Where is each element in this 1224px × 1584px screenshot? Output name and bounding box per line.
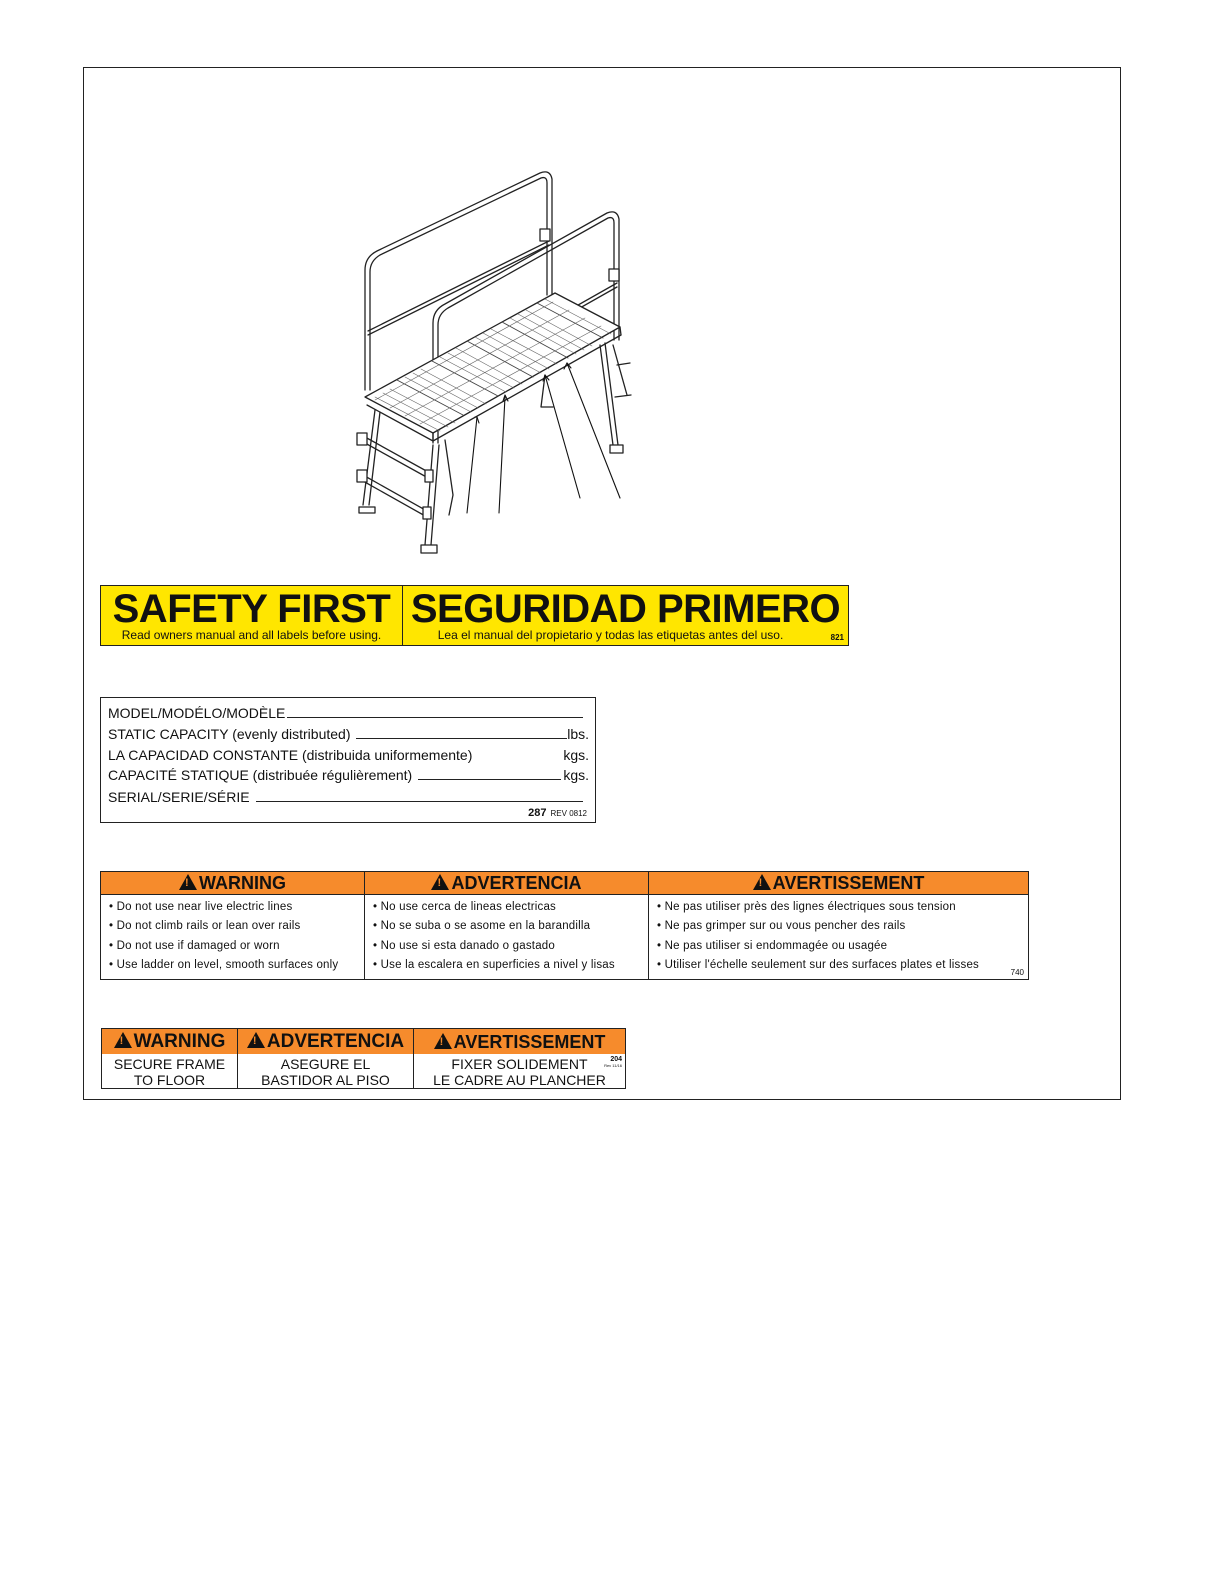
capacite-row: [108, 765, 589, 783]
seguridad-primero-title: SEGURIDAD PRIMERO: [410, 587, 841, 631]
list-item: • No se suba o se asome en la barandilla: [373, 920, 591, 933]
warning-triangle-icon: [247, 1032, 265, 1048]
capacidad-unit: kgs.: [563, 747, 589, 763]
warning-header: !WARNING: [101, 872, 364, 895]
safety-spanish: [403, 586, 848, 645]
secure-frame-label: [101, 1028, 626, 1089]
warning-triangle-icon: [434, 1033, 452, 1049]
warning-triangle-icon: [753, 874, 771, 890]
capacite-unit: kgs.: [563, 767, 589, 783]
frame-label-code: 204 Rev 11/16: [604, 1056, 622, 1068]
list-item: • Ne pas grimper sur ou vous pencher des rails: [657, 920, 906, 933]
avertissement-header: !AVERTISSEMENT: [649, 872, 1028, 895]
frame-warning-text: SECURE FRAME TO FLOOR: [113, 1056, 226, 1088]
model-label-code: 287 REV 0812: [528, 807, 587, 819]
frame-column-english: [102, 1029, 237, 1088]
warning-column-french: [648, 872, 1028, 979]
frame-column-spanish: [237, 1029, 413, 1088]
list-item: • Use ladder on level, smooth surfaces only: [109, 958, 339, 971]
frame-advertencia-text: ASEGURE EL BASTIDOR AL PISO: [261, 1056, 390, 1088]
safety-first-title: SAFETY FIRST: [112, 587, 391, 631]
model-text: MODEL/MODÉLO/MODÈLE: [108, 705, 286, 721]
warning-triangle-icon: [431, 874, 449, 890]
advertencia-header: !ADVERTENCIA: [365, 872, 648, 895]
list-item: • Ne pas utiliser si endommagée ou usagée: [657, 939, 888, 952]
list-item: • Do not climb rails or lean over rails: [109, 920, 301, 933]
list-item: • Utiliser l'échelle seulement sur des surfaces plates et lisses: [657, 958, 980, 971]
serial-row: [108, 787, 589, 805]
capacidad-row: [108, 745, 589, 763]
safety-first-label: [100, 585, 849, 646]
seguridad-primero-subtitle: Lea el manual del propietario y todas las etiquetas antes del uso.: [437, 628, 784, 642]
warning-triangle-icon: [114, 1032, 132, 1048]
frame-advertencia-header: !ADVERTENCIA: [238, 1029, 413, 1054]
frame-warning-header: !WARNING: [102, 1029, 237, 1054]
list-item: • Use la escalera en superficies a nivel y lisas: [373, 958, 615, 971]
capacidad-text: LA CAPACIDAD CONSTANTE (distribuida uniformemente): [108, 747, 473, 763]
safety-first-subtitle: Read owners manual and all labels before using.: [121, 628, 382, 642]
list-item: • No use cerca de lineas electricas: [373, 901, 556, 913]
platform-ladder-illustration: [345, 165, 645, 565]
list-item: • Do not use near live electric lines: [109, 901, 293, 913]
model-capacity-label: [100, 697, 596, 823]
frame-avertissement-text: FIXER SOLIDEMENT LE CADRE AU PLANCHER: [433, 1056, 606, 1088]
frame-avertissement-header: !AVERTISSEMENT: [414, 1029, 625, 1054]
model-row: [108, 703, 589, 721]
static-capacity-row: [108, 724, 589, 742]
frame-column-french: [413, 1029, 625, 1088]
safety-english: [101, 586, 403, 645]
list-item: • Do not use if damaged or worn: [109, 939, 280, 952]
list-item: • No use si esta danado o gastado: [373, 939, 555, 952]
safety-label-code: 821: [830, 633, 844, 642]
warning-column-english: [101, 872, 364, 979]
list-item: • Ne pas utiliser près des lignes électriques sous tension: [657, 901, 956, 913]
static-capacity-unit: lbs.: [567, 726, 589, 742]
warning-label-code: 740: [1010, 968, 1024, 977]
warning-column-spanish: [364, 872, 648, 979]
warning-triangle-icon: [179, 874, 197, 890]
static-capacity-text: STATIC CAPACITY (evenly distributed): [108, 726, 351, 742]
warning-label: [100, 871, 1029, 980]
serial-text: SERIAL/SERIE/SÉRIE: [108, 789, 250, 805]
capacite-text: CAPACITÉ STATIQUE (distribuée régulièrement): [108, 767, 413, 783]
